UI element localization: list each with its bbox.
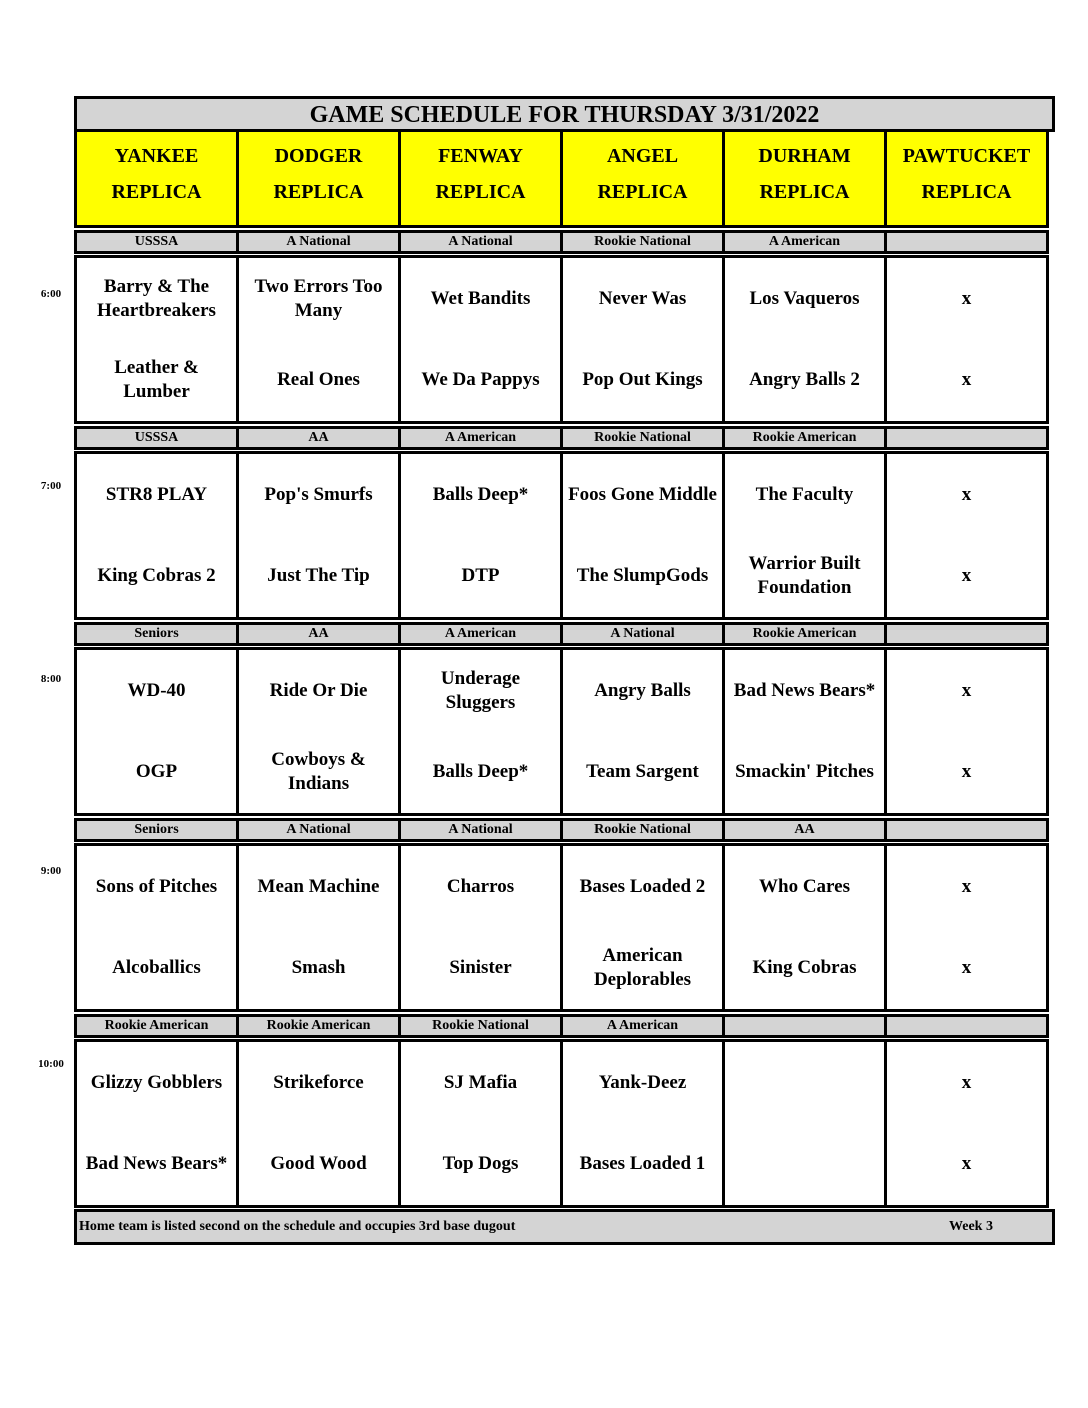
division-row xyxy=(74,622,1055,646)
away-team: Barry & The Heartbreakers xyxy=(97,275,216,321)
home-team: x xyxy=(961,1153,972,1175)
away-team: Two Errors Too Many xyxy=(254,275,383,321)
game-row xyxy=(74,647,1055,816)
home-team: Team Sargent xyxy=(586,761,699,783)
division-label: A American xyxy=(722,230,887,254)
away-team: x xyxy=(961,287,972,309)
field-header-fenway xyxy=(398,129,563,228)
field-sub: REPLICA xyxy=(273,181,364,203)
away-team: x xyxy=(961,483,972,505)
field-header-pawtucket xyxy=(884,129,1049,228)
week-label: Week 3 xyxy=(949,1219,993,1234)
away-team: Yank-Deez xyxy=(598,1071,687,1093)
matchup-cell xyxy=(884,255,1049,424)
home-team: Top Dogs xyxy=(442,1153,519,1175)
matchup-cell xyxy=(722,451,887,620)
home-team: Sinister xyxy=(449,957,512,979)
field-sub: REPLICA xyxy=(111,181,202,203)
division-label: AA xyxy=(236,622,401,646)
division-label: AA xyxy=(722,818,887,842)
away-team: Glizzy Gobblers xyxy=(90,1071,223,1093)
home-team: x xyxy=(961,565,972,587)
matchup-cell xyxy=(236,647,401,816)
field-name: PAWTUCKET xyxy=(902,145,1031,167)
field-sub: REPLICA xyxy=(435,181,526,203)
field-sub: REPLICA xyxy=(921,181,1012,203)
division-label: Rookie American xyxy=(722,426,887,450)
division-label xyxy=(884,426,1049,450)
division-label: Rookie National xyxy=(560,426,725,450)
division-label xyxy=(884,622,1049,646)
matchup-cell xyxy=(722,843,887,1012)
away-team: x xyxy=(961,679,972,701)
away-team: x xyxy=(961,875,972,897)
matchup-cell xyxy=(74,255,239,424)
away-team: STR8 PLAY xyxy=(105,483,208,505)
matchup-cell xyxy=(560,255,725,424)
game-row xyxy=(74,451,1055,620)
home-team: Pop Out Kings xyxy=(582,369,703,391)
matchup-cell xyxy=(560,451,725,620)
home-team: Good Wood xyxy=(270,1153,367,1175)
home-team: King Cobras xyxy=(752,957,857,979)
away-team: Angry Balls xyxy=(594,679,691,701)
away-team: WD-40 xyxy=(127,679,186,701)
division-label: A American xyxy=(560,1014,725,1038)
home-team: Bases Loaded 1 xyxy=(579,1153,706,1175)
away-team: Los Vaqueros xyxy=(749,287,860,309)
home-team: Real Ones xyxy=(277,369,360,391)
away-team: Pop's Smurfs xyxy=(264,483,373,505)
matchup-cell xyxy=(722,647,887,816)
division-label: A National xyxy=(398,230,563,254)
matchup-cell xyxy=(560,647,725,816)
field-header-dodger xyxy=(236,129,401,228)
game-row xyxy=(74,255,1055,424)
away-team: SJ Mafia xyxy=(443,1071,518,1093)
division-label: Rookie National xyxy=(560,818,725,842)
matchup-cell xyxy=(236,843,401,1012)
game-row xyxy=(74,843,1055,1012)
home-team: OGP xyxy=(135,761,178,783)
matchup-cell xyxy=(398,647,563,816)
game-row xyxy=(74,1039,1055,1208)
time-label: 8:00 xyxy=(40,673,62,685)
division-label: A American xyxy=(398,426,563,450)
time-slots xyxy=(74,230,1055,1208)
division-label: Rookie National xyxy=(398,1014,563,1038)
home-team: Balls Deep* xyxy=(432,761,529,783)
field-header-angel xyxy=(560,129,725,228)
division-row xyxy=(74,230,1055,254)
division-label: Rookie American xyxy=(74,1014,239,1038)
away-team: Foos Gone Middle xyxy=(568,483,717,505)
matchup-cell xyxy=(884,647,1049,816)
matchup-cell xyxy=(398,255,563,424)
home-team: Smackin' Pitches xyxy=(735,761,874,783)
field-name: ANGEL xyxy=(606,145,679,167)
field-header-durham xyxy=(722,129,887,228)
away-team: Charros xyxy=(446,875,515,897)
away-team: Balls Deep* xyxy=(432,483,529,505)
away-team: Mean Machine xyxy=(257,875,380,897)
field-sub: REPLICA xyxy=(597,181,688,203)
division-label xyxy=(884,1014,1049,1038)
division-label: Rookie American xyxy=(236,1014,401,1038)
away-team: Wet Bandits xyxy=(430,287,531,309)
home-team: American Deplorables xyxy=(593,945,692,991)
away-team: Underage Sluggers xyxy=(440,667,521,713)
schedule-title: GAME SCHEDULE FOR THURSDAY 3/31/2022 xyxy=(74,96,1055,132)
matchup-cell xyxy=(236,451,401,620)
home-team-note: Home team is listed second on the schedule and occupies 3rd base dugout xyxy=(79,1219,516,1234)
division-label: USSSA xyxy=(74,230,239,254)
home-team xyxy=(725,1124,884,1206)
matchup-cell xyxy=(236,1039,401,1208)
division-label: Rookie American xyxy=(722,622,887,646)
matchup-cell xyxy=(74,647,239,816)
matchup-cell xyxy=(74,843,239,1012)
home-team: x xyxy=(961,761,972,783)
time-label: 9:00 xyxy=(40,865,62,877)
division-label: A National xyxy=(236,230,401,254)
away-team xyxy=(725,1042,884,1124)
home-team: Warrior Built Foundation xyxy=(748,553,861,599)
time-label: 7:00 xyxy=(40,480,62,492)
division-label: AA xyxy=(236,426,401,450)
home-team: We Da Pappys xyxy=(421,369,540,391)
away-team: Bases Loaded 2 xyxy=(579,875,706,897)
home-team: Cowboys & Indians xyxy=(271,749,366,795)
field-name: YANKEE xyxy=(114,145,199,167)
away-team: Strikeforce xyxy=(273,1071,364,1093)
matchup-cell xyxy=(722,1039,887,1208)
home-team: King Cobras 2 xyxy=(97,565,216,587)
division-row xyxy=(74,426,1055,450)
time-label: 6:00 xyxy=(40,288,62,300)
home-team: Angry Balls 2 xyxy=(749,369,860,391)
field-name: DODGER xyxy=(274,145,363,167)
division-label: A National xyxy=(560,622,725,646)
matchup-cell xyxy=(884,1039,1049,1208)
matchup-cell xyxy=(74,451,239,620)
division-row xyxy=(74,818,1055,842)
matchup-cell xyxy=(560,843,725,1012)
matchup-cell xyxy=(398,451,563,620)
matchup-cell xyxy=(722,255,887,424)
matchup-cell xyxy=(560,1039,725,1208)
division-label: A American xyxy=(398,622,563,646)
time-label: 10:00 xyxy=(38,1058,64,1070)
matchup-cell xyxy=(398,843,563,1012)
away-team: x xyxy=(961,1071,972,1093)
field-name: DURHAM xyxy=(758,145,851,167)
away-team: Who Cares xyxy=(759,875,850,897)
division-label: Seniors xyxy=(74,818,239,842)
division-label: Seniors xyxy=(74,622,239,646)
home-team: Alcoballics xyxy=(112,957,201,979)
home-team: Smash xyxy=(291,957,346,979)
home-team: x xyxy=(961,369,972,391)
division-row xyxy=(74,1014,1055,1038)
home-team: Leather & Lumber xyxy=(114,357,199,403)
division-label: A National xyxy=(236,818,401,842)
division-label: Rookie National xyxy=(560,230,725,254)
field-sub: REPLICA xyxy=(759,181,850,203)
field-header-row xyxy=(74,129,1055,228)
away-team: Sons of Pitches xyxy=(95,875,218,897)
field-header-yankee xyxy=(74,129,239,228)
home-team: The SlumpGods xyxy=(576,565,709,587)
matchup-cell xyxy=(884,451,1049,620)
matchup-cell xyxy=(236,255,401,424)
home-team: x xyxy=(961,957,972,979)
away-team: Bad News Bears* xyxy=(733,679,876,701)
division-label: USSSA xyxy=(74,426,239,450)
away-team: Never Was xyxy=(598,287,687,309)
away-team: Ride Or Die xyxy=(269,679,368,701)
home-team: DTP xyxy=(461,565,500,587)
division-label xyxy=(722,1014,887,1038)
division-label xyxy=(884,818,1049,842)
home-team: Bad News Bears* xyxy=(85,1153,228,1175)
matchup-cell xyxy=(884,843,1049,1012)
away-team: The Faculty xyxy=(755,483,854,505)
schedule-footer xyxy=(74,1209,1055,1245)
division-label: A National xyxy=(398,818,563,842)
home-team: Just The Tip xyxy=(267,565,370,587)
division-label xyxy=(884,230,1049,254)
field-name: FENWAY xyxy=(438,145,523,167)
matchup-cell xyxy=(74,1039,239,1208)
matchup-cell xyxy=(398,1039,563,1208)
schedule-table xyxy=(74,96,1055,1245)
